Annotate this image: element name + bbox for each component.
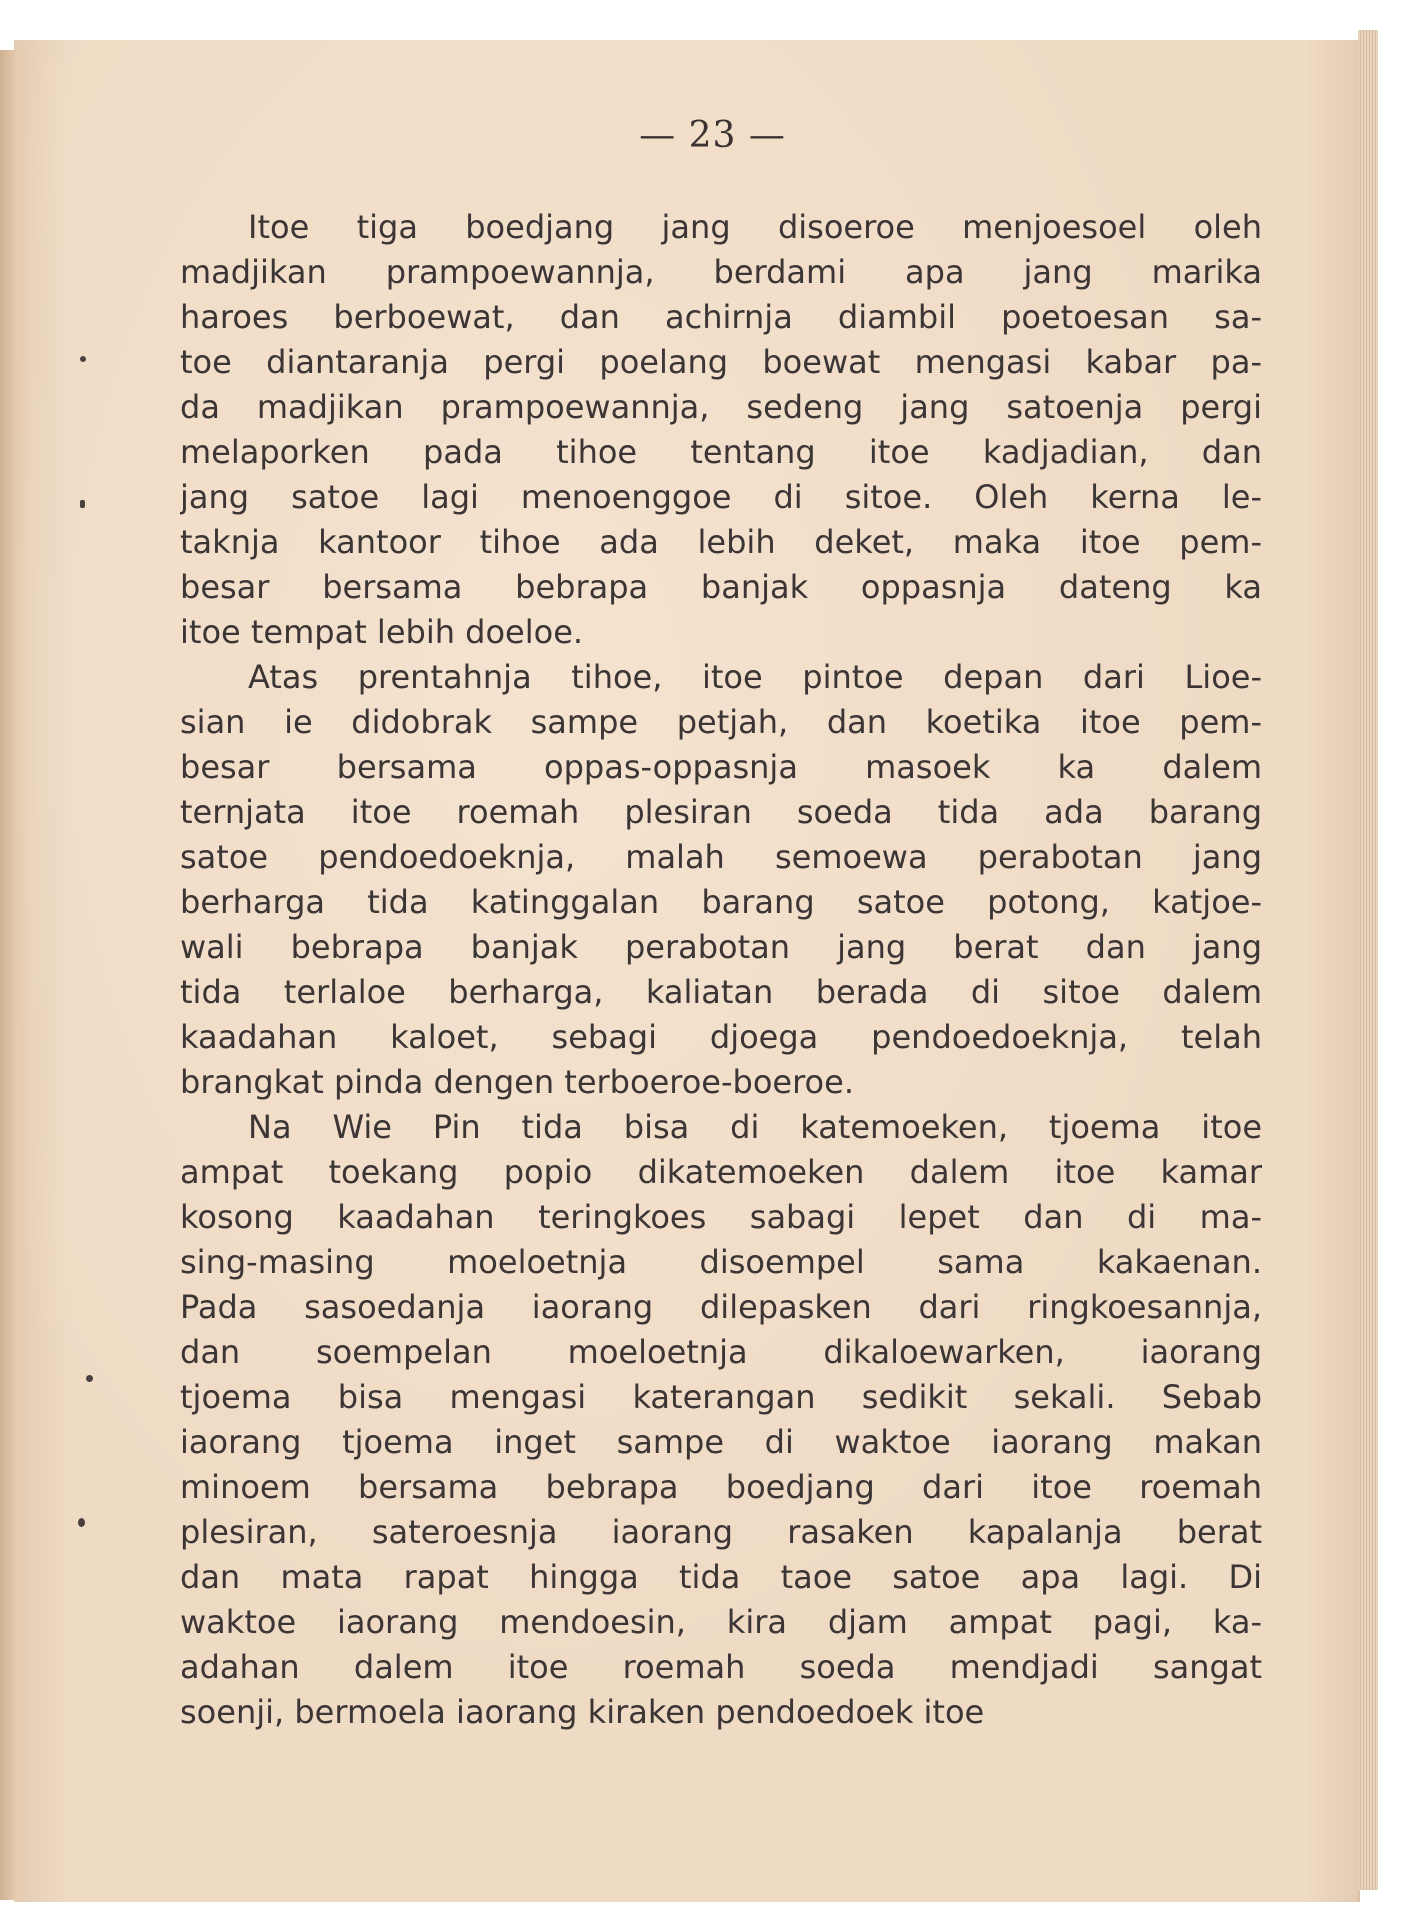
text-line: tida terlaloe berharga, kaliatan berada di sitoe dalem [180, 973, 1262, 1011]
text-line: adahan dalem itoe roemah soeda mendjadi sangat [180, 1648, 1262, 1686]
text-line: madjikan prampoewannja, berdami apa jang marika [180, 253, 1262, 291]
text-line: besar bersama oppas-oppasnja masoek ka dalem [180, 748, 1262, 786]
text-line: dan soempelan moeloetnja dikaloewarken, iaorang [180, 1333, 1262, 1371]
text-line: berharga tida katinggalan barang satoe potong, katjoe- [180, 883, 1262, 921]
paragraph [180, 1105, 1262, 1735]
text-line: Itoe tiga boedjang jang disoeroe menjoesoel oleh [248, 208, 1262, 246]
text-line: kaadahan kaloet, sebagi djoega pendoedoeknja, telah [180, 1018, 1262, 1056]
paragraph [180, 655, 1262, 1105]
text-line: kosong kaadahan teringkoes sabagi lepet dan di ma- [180, 1198, 1262, 1236]
page-number: — 23 — [639, 115, 786, 156]
text-line: Atas prentahnja tihoe, itoe pintoe depan dari Lioe- [248, 658, 1262, 696]
margin-mark [80, 356, 86, 362]
margin-mark [86, 1375, 93, 1382]
text-line: iaorang tjoema inget sampe di waktoe iaorang makan [180, 1423, 1262, 1461]
text-line: jang satoe lagi menoenggoe di sitoe. Oleh kerna le- [180, 478, 1262, 516]
page-binding-shadow [0, 50, 28, 1900]
text-line: soenji, bermoela iaorang kiraken pendoedoek itoe [180, 1693, 985, 1731]
text-line: sian ie didobrak sampe petjah, dan koetika itoe pem- [180, 703, 1262, 741]
text-line: taknja kantoor tihoe ada lebih deket, maka itoe pem- [180, 523, 1262, 561]
text-line: sing-masing moeloetnja disoempel sama kakaenan. [180, 1243, 1262, 1281]
text-line: itoe tempat lebih doeloe. [180, 613, 584, 651]
text-line: haroes berboewat, dan achirnja diambil poetoesan sa- [180, 298, 1262, 336]
text-line: ternjata itoe roemah plesiran soeda tida ada barang [180, 793, 1262, 831]
text-line: brangkat pinda dengen terboeroe-boeroe. [180, 1063, 854, 1101]
text-line: Na Wie Pin tida bisa di katemoeken, tjoema itoe [248, 1108, 1262, 1146]
text-line: besar bersama bebrapa banjak oppasnja dateng ka [180, 568, 1262, 606]
margin-mark [78, 1518, 85, 1527]
text-line: satoe pendoedoeknja, malah semoewa perabotan jang [180, 838, 1262, 876]
text-line: plesiran, sateroesnja iaorang rasaken kapalanja berat [180, 1513, 1262, 1551]
text-line: dan mata rapat hingga tida taoe satoe apa lagi. Di [180, 1558, 1262, 1596]
margin-mark [80, 500, 85, 508]
text-line: da madjikan prampoewannja, sedeng jang satoenja pergi [180, 388, 1262, 426]
body-text [180, 205, 1262, 1735]
paragraph [180, 205, 1262, 655]
text-line: waktoe iaorang mendoesin, kira djam ampat pagi, ka- [180, 1603, 1262, 1641]
page-edges [1358, 30, 1378, 1890]
text-line: ampat toekang popio dikatemoeken dalem itoe kamar [180, 1153, 1262, 1191]
text-line: wali bebrapa banjak perabotan jang berat dan jang [180, 928, 1262, 966]
text-line: toe diantaranja pergi poelang boewat mengasi kabar pa- [180, 343, 1262, 381]
text-line: minoem bersama bebrapa boedjang dari itoe roemah [180, 1468, 1262, 1506]
text-line: melaporken pada tihoe tentang itoe kadjadian, dan [180, 433, 1262, 471]
text-line: tjoema bisa mengasi katerangan sedikit sekali. Sebab [180, 1378, 1262, 1416]
text-line: Pada sasoedanja iaorang dilepasken dari ringkoesannja, [180, 1288, 1262, 1326]
